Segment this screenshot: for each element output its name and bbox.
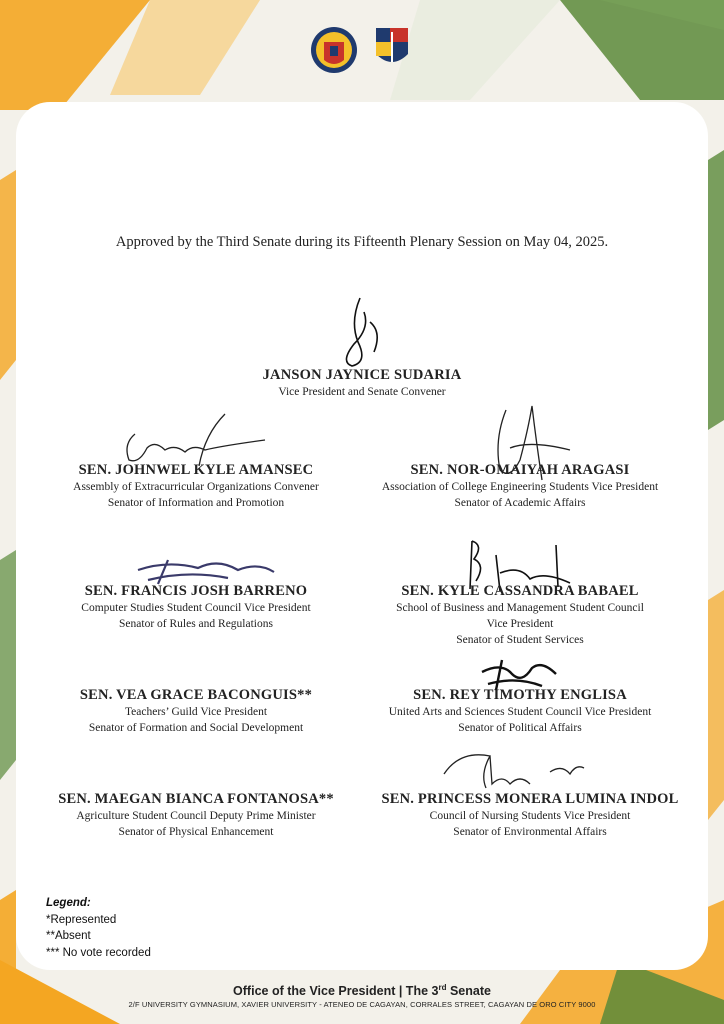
- senator-committee: Senator of Physical Enhancement: [118, 826, 274, 838]
- vice-president-seal-icon: [311, 27, 357, 73]
- legend-item: *** No vote recorded: [46, 946, 151, 959]
- header-logos: [310, 22, 420, 88]
- senator-committee: Senator of Academic Affairs: [454, 497, 586, 509]
- senator-role: School of Business and Management Student Council: [396, 602, 644, 614]
- senator-name: SEN. MAEGAN BIANCA FONTANOSA**: [58, 791, 334, 807]
- legend-title: Legend:: [46, 897, 91, 909]
- senator-committee: Senator of Environmental Affairs: [453, 826, 607, 838]
- senator-block-englisa: [358, 687, 682, 736]
- senator-name: SEN. JOHNWEL KYLE AMANSEC: [78, 462, 314, 478]
- senator-block-barreno: [20, 583, 372, 632]
- convener-block: [0, 367, 724, 400]
- senator-role: Association of College Engineering Students Vice President: [381, 481, 659, 493]
- legend-item: *Represented: [46, 913, 117, 926]
- senator-committee: Senator of Rules and Regulations: [119, 618, 273, 630]
- senator-committee: Senator of Information and Promotion: [107, 497, 285, 509]
- approval-statement: Approved by the Third Senate during its Fifteenth Plenary Session on May 04, 2025.: [115, 234, 609, 250]
- senator-block-fontanosa: [20, 791, 372, 840]
- senator-block-amansec: [20, 462, 372, 511]
- senator-block-indol: [358, 791, 702, 840]
- senator-name: SEN. PRINCESS MONERA LUMINA INDOL: [381, 791, 679, 807]
- senator-name: SEN. REY TIMOTHY ENGLISA: [413, 687, 627, 703]
- senator-role: Assembly of Extracurricular Organizations Convener: [73, 481, 319, 493]
- footer-office: Office of the Vice President | The 3rd Senate: [233, 983, 491, 999]
- senator-committee: Senator of Student Services: [456, 634, 584, 646]
- legend: [46, 895, 151, 961]
- footer: [0, 983, 724, 1009]
- senator-committee: Senator of Political Affairs: [458, 722, 582, 734]
- senator-role: Agriculture Student Council Deputy Prime Minister: [76, 810, 316, 822]
- senator-block-baconguis: [20, 687, 372, 736]
- senator-role: Council of Nursing Students Vice President: [429, 810, 631, 822]
- senator-role: Teachers’ Guild Vice President: [124, 706, 268, 718]
- convener-title: Vice President and Senate Convener: [278, 386, 446, 398]
- logo-icons: [310, 22, 420, 88]
- senator-role-continued: Vice President: [486, 618, 554, 630]
- senator-role: United Arts and Sciences Student Council Vice President: [388, 706, 652, 718]
- senator-name: SEN. NOR-OMAIYAH ARAGASI: [410, 462, 630, 478]
- legend-item: **Absent: [46, 930, 91, 942]
- senator-name: SEN. VEA GRACE BACONGUIS**: [79, 687, 313, 703]
- convener-name: JANSON JAYNICE SUDARIA: [262, 367, 462, 383]
- senator-role: Computer Studies Student Council Vice President: [81, 602, 311, 614]
- senator-block-aragasi: [358, 462, 682, 511]
- senator-name: SEN. FRANCIS JOSH BARRENO: [84, 583, 308, 599]
- footer-address: 2/F UNIVERSITY GYMNASIUM, XAVIER UNIVERSITY - ATENEO DE CAGAYAN, CORRALES STREET, CAGAYAN DE ORO CITY 9000: [128, 1000, 596, 1010]
- senator-committee: Senator of Formation and Social Development: [88, 722, 304, 734]
- senator-block-babael: [358, 583, 682, 648]
- senate-shield-icon: [376, 28, 408, 62]
- senator-name: SEN. KYLE CASSANDRA BABAEL: [401, 583, 639, 599]
